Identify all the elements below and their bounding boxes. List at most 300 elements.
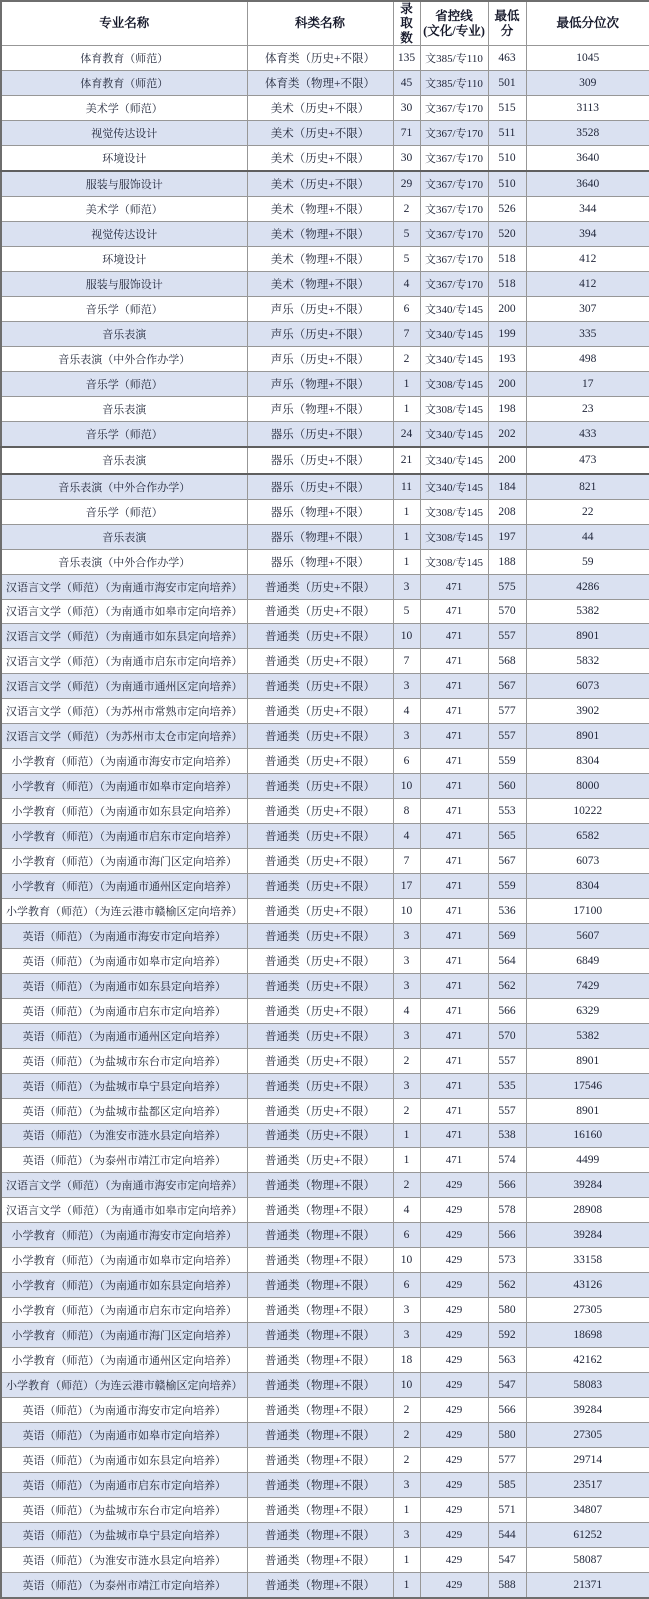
min-score-cell: 559: [488, 873, 526, 898]
min-rank-cell: 821: [526, 474, 649, 500]
header-control-line: [420, 1, 488, 46]
table-row: [1, 774, 649, 799]
admitted-count-cell: 3: [393, 923, 420, 948]
category-cell: 普通类（历史+不限）: [247, 599, 393, 624]
min-rank-cell: 6582: [526, 824, 649, 849]
table-row: [1, 873, 649, 898]
min-score-cell: 538: [488, 1123, 526, 1148]
min-score-cell: 571: [488, 1497, 526, 1522]
min-rank-cell: 498: [526, 347, 649, 372]
admitted-count-cell: 1: [393, 1572, 420, 1598]
min-score-cell: 574: [488, 1148, 526, 1173]
admitted-count-cell: 1: [393, 1148, 420, 1173]
table-row: [1, 1472, 649, 1497]
category-cell: 普通类（历史+不限）: [247, 1023, 393, 1048]
category-cell: 普通类（物理+不限）: [247, 1273, 393, 1298]
control-line-cell: 471: [420, 674, 488, 699]
category-cell: 美术（历史+不限）: [247, 120, 393, 145]
table-row: [1, 898, 649, 923]
major-cell: 小学教育（师范）（为南通市通州区定向培养）: [1, 1348, 247, 1373]
control-line-cell: 471: [420, 1148, 488, 1173]
min-score-cell: 526: [488, 197, 526, 222]
min-rank-cell: 5607: [526, 923, 649, 948]
major-cell: 英语（师范）（为淮安市涟水县定向培养）: [1, 1123, 247, 1148]
major-cell: 小学教育（师范）（为连云港市赣榆区定向培养）: [1, 898, 247, 923]
min-score-cell: 511: [488, 120, 526, 145]
min-score-cell: 184: [488, 474, 526, 500]
admitted-count-cell: 3: [393, 1298, 420, 1323]
major-cell: 英语（师范）（为南通市如东县定向培养）: [1, 1447, 247, 1472]
table-row: [1, 297, 649, 322]
min-score-cell: 577: [488, 699, 526, 724]
major-cell: 环境设计: [1, 247, 247, 272]
min-score-cell: 510: [488, 145, 526, 171]
major-cell: 音乐表演（中外合作办学）: [1, 474, 247, 500]
min-score-cell: 580: [488, 1422, 526, 1447]
admitted-count-cell: 3: [393, 1472, 420, 1497]
category-cell: 普通类（历史+不限）: [247, 774, 393, 799]
admitted-count-cell: 30: [393, 145, 420, 171]
control-line-cell: 文367/专170: [420, 222, 488, 247]
min-rank-cell: 23: [526, 396, 649, 421]
table-row: [1, 1148, 649, 1173]
min-score-cell: 578: [488, 1198, 526, 1223]
table-row: [1, 499, 649, 524]
control-line-cell: 471: [420, 724, 488, 749]
min-score-cell: 197: [488, 524, 526, 549]
major-cell: 英语（师范）（为南通市海安市定向培养）: [1, 923, 247, 948]
table-row: [1, 96, 649, 121]
min-rank-cell: 18698: [526, 1323, 649, 1348]
control-line-cell: 429: [420, 1223, 488, 1248]
category-cell: 普通类（历史+不限）: [247, 898, 393, 923]
category-cell: 普通类（历史+不限）: [247, 1048, 393, 1073]
min-score-cell: 570: [488, 599, 526, 624]
major-cell: 英语（师范）（为泰州市靖江市定向培养）: [1, 1148, 247, 1173]
category-cell: 体育类（物理+不限）: [247, 71, 393, 96]
table-row: [1, 824, 649, 849]
admitted-count-cell: 17: [393, 873, 420, 898]
admitted-count-cell: 5: [393, 247, 420, 272]
table-row: [1, 421, 649, 447]
major-cell: 英语（师范）（为南通市如东县定向培养）: [1, 973, 247, 998]
table-row: [1, 1497, 649, 1522]
min-rank-cell: 5382: [526, 599, 649, 624]
admitted-count-cell: 8: [393, 799, 420, 824]
category-cell: 普通类（物理+不限）: [247, 1398, 393, 1423]
category-cell: 声乐（历史+不限）: [247, 297, 393, 322]
category-cell: 普通类（物理+不限）: [247, 1447, 393, 1472]
admitted-count-cell: 4: [393, 1198, 420, 1223]
min-rank-cell: 8901: [526, 1048, 649, 1073]
admitted-count-cell: 7: [393, 649, 420, 674]
table-row: [1, 474, 649, 500]
category-cell: 普通类（历史+不限）: [247, 824, 393, 849]
category-cell: 普通类（历史+不限）: [247, 1148, 393, 1173]
table-row: [1, 1173, 649, 1198]
major-cell: 音乐表演: [1, 322, 247, 347]
table-row: [1, 799, 649, 824]
major-cell: 英语（师范）（为盐城市东台市定向培养）: [1, 1048, 247, 1073]
min-score-cell: 577: [488, 1447, 526, 1472]
table-row: [1, 171, 649, 197]
table-row: [1, 222, 649, 247]
admitted-count-cell: 6: [393, 1273, 420, 1298]
major-cell: 服装与服饰设计: [1, 171, 247, 197]
category-cell: 普通类（历史+不限）: [247, 699, 393, 724]
control-line-cell: 471: [420, 799, 488, 824]
min-score-cell: 515: [488, 96, 526, 121]
table-row: [1, 1073, 649, 1098]
control-line-cell: 文340/专145: [420, 474, 488, 500]
category-cell: 普通类（历史+不限）: [247, 799, 393, 824]
min-score-cell: 544: [488, 1522, 526, 1547]
control-line-cell: 471: [420, 1123, 488, 1148]
min-rank-cell: 44: [526, 524, 649, 549]
min-score-cell: 202: [488, 421, 526, 447]
category-cell: 体育类（历史+不限）: [247, 46, 393, 71]
min-rank-cell: 6073: [526, 849, 649, 874]
category-cell: 器乐（历史+不限）: [247, 474, 393, 500]
min-score-cell: 547: [488, 1373, 526, 1398]
control-line-cell: 文367/专170: [420, 197, 488, 222]
min-score-cell: 199: [488, 322, 526, 347]
category-cell: 美术（历史+不限）: [247, 96, 393, 121]
admitted-count-cell: 10: [393, 1373, 420, 1398]
min-score-cell: 566: [488, 1173, 526, 1198]
table-row: [1, 322, 649, 347]
category-cell: 美术（物理+不限）: [247, 222, 393, 247]
admitted-count-cell: 3: [393, 1323, 420, 1348]
admitted-count-cell: 11: [393, 474, 420, 500]
category-cell: 普通类（物理+不限）: [247, 1348, 393, 1373]
category-cell: 普通类（历史+不限）: [247, 1098, 393, 1123]
table-row: [1, 599, 649, 624]
min-score-cell: 510: [488, 171, 526, 197]
admitted-count-cell: 24: [393, 421, 420, 447]
min-score-cell: 198: [488, 396, 526, 421]
major-cell: 英语（师范）（为南通市启东市定向培养）: [1, 998, 247, 1023]
table-row: [1, 749, 649, 774]
admitted-count-cell: 6: [393, 1223, 420, 1248]
min-score-cell: 592: [488, 1323, 526, 1348]
major-cell: 美术学（师范）: [1, 197, 247, 222]
major-cell: 汉语言文学（师范）（为南通市海安市定向培养）: [1, 1173, 247, 1198]
control-line-cell: 471: [420, 649, 488, 674]
category-cell: 普通类（物理+不限）: [247, 1248, 393, 1273]
control-line-cell: 文308/专145: [420, 524, 488, 549]
min-score-cell: 518: [488, 247, 526, 272]
admitted-count-cell: 2: [393, 1098, 420, 1123]
category-cell: 器乐（物理+不限）: [247, 524, 393, 549]
major-cell: 小学教育（师范）（为连云港市赣榆区定向培养）: [1, 1373, 247, 1398]
header-control-line-line2: (文化/专业): [423, 23, 485, 38]
major-cell: 音乐表演: [1, 524, 247, 549]
min-score-cell: 560: [488, 774, 526, 799]
category-cell: 美术（物理+不限）: [247, 272, 393, 297]
min-rank-cell: 17546: [526, 1073, 649, 1098]
table-row: [1, 574, 649, 599]
major-cell: 汉语言文学（师范）（为南通市通州区定向培养）: [1, 674, 247, 699]
min-rank-cell: 8304: [526, 749, 649, 774]
min-rank-cell: 43126: [526, 1273, 649, 1298]
control-line-cell: 文340/专145: [420, 421, 488, 447]
min-rank-cell: 58083: [526, 1373, 649, 1398]
table-row: [1, 1298, 649, 1323]
major-cell: 音乐学（师范）: [1, 421, 247, 447]
admitted-count-cell: 135: [393, 46, 420, 71]
min-rank-cell: 61252: [526, 1522, 649, 1547]
control-line-cell: 429: [420, 1298, 488, 1323]
admitted-count-cell: 45: [393, 71, 420, 96]
min-score-cell: 501: [488, 71, 526, 96]
major-cell: 英语（师范）（为南通市如皋市定向培养）: [1, 1422, 247, 1447]
min-rank-cell: 473: [526, 447, 649, 473]
min-rank-cell: 307: [526, 297, 649, 322]
table-row: [1, 849, 649, 874]
min-score-cell: 562: [488, 973, 526, 998]
control-line-cell: 429: [420, 1323, 488, 1348]
category-cell: 普通类（物理+不限）: [247, 1173, 393, 1198]
control-line-cell: 471: [420, 923, 488, 948]
min-rank-cell: 23517: [526, 1472, 649, 1497]
min-rank-cell: 309: [526, 71, 649, 96]
control-line-cell: 文367/专170: [420, 272, 488, 297]
category-cell: 普通类（物理+不限）: [247, 1497, 393, 1522]
header-control-line-line1: 省控线: [435, 9, 473, 24]
table-row: [1, 120, 649, 145]
min-rank-cell: 6849: [526, 948, 649, 973]
min-rank-cell: 3113: [526, 96, 649, 121]
control-line-cell: 文340/专145: [420, 297, 488, 322]
category-cell: 普通类（物理+不限）: [247, 1547, 393, 1572]
control-line-cell: 429: [420, 1198, 488, 1223]
table-row: [1, 1422, 649, 1447]
control-line-cell: 文367/专170: [420, 96, 488, 121]
major-cell: 音乐学（师范）: [1, 499, 247, 524]
min-rank-cell: 39284: [526, 1173, 649, 1198]
min-rank-cell: 29714: [526, 1447, 649, 1472]
category-cell: 普通类（历史+不限）: [247, 674, 393, 699]
category-cell: 普通类（物理+不限）: [247, 1422, 393, 1447]
min-rank-cell: 17100: [526, 898, 649, 923]
major-cell: 音乐表演: [1, 396, 247, 421]
min-rank-cell: 6073: [526, 674, 649, 699]
table-row: [1, 1323, 649, 1348]
admitted-count-cell: 3: [393, 574, 420, 599]
category-cell: 器乐（历史+不限）: [247, 421, 393, 447]
control-line-cell: 429: [420, 1447, 488, 1472]
category-cell: 普通类（物理+不限）: [247, 1198, 393, 1223]
category-cell: 普通类（历史+不限）: [247, 1073, 393, 1098]
table-row: [1, 371, 649, 396]
control-line-cell: 429: [420, 1173, 488, 1198]
admitted-count-cell: 10: [393, 624, 420, 649]
admitted-count-cell: 18: [393, 1348, 420, 1373]
category-cell: 普通类（历史+不限）: [247, 923, 393, 948]
min-score-cell: 520: [488, 222, 526, 247]
min-rank-cell: 21371: [526, 1572, 649, 1598]
min-rank-cell: 335: [526, 322, 649, 347]
category-cell: 器乐（历史+不限）: [247, 447, 393, 473]
admitted-count-cell: 1: [393, 499, 420, 524]
min-score-cell: 557: [488, 724, 526, 749]
admitted-count-cell: 3: [393, 1023, 420, 1048]
control-line-cell: 文308/专145: [420, 549, 488, 574]
admitted-count-cell: 3: [393, 1522, 420, 1547]
control-line-cell: 文367/专170: [420, 171, 488, 197]
major-cell: 音乐表演（中外合作办学）: [1, 549, 247, 574]
category-cell: 声乐（物理+不限）: [247, 371, 393, 396]
min-rank-cell: 16160: [526, 1123, 649, 1148]
control-line-cell: 471: [420, 1098, 488, 1123]
header-admitted-count: 录取数: [393, 1, 420, 46]
admitted-count-cell: 10: [393, 1248, 420, 1273]
header-category: 科类名称: [247, 1, 393, 46]
min-rank-cell: 412: [526, 272, 649, 297]
min-rank-cell: 8901: [526, 624, 649, 649]
admitted-count-cell: 10: [393, 898, 420, 923]
min-score-cell: 557: [488, 624, 526, 649]
min-rank-cell: 3902: [526, 699, 649, 724]
table-row: [1, 649, 649, 674]
min-rank-cell: 394: [526, 222, 649, 247]
major-cell: 汉语言文学（师范）（为南通市海安市定向培养）: [1, 574, 247, 599]
control-line-cell: 471: [420, 624, 488, 649]
min-rank-cell: 3528: [526, 120, 649, 145]
admitted-count-cell: 71: [393, 120, 420, 145]
header-min-score: 最低分: [488, 1, 526, 46]
min-score-cell: 559: [488, 749, 526, 774]
category-cell: 美术（历史+不限）: [247, 171, 393, 197]
major-cell: 英语（师范）（为盐城市阜宁县定向培养）: [1, 1522, 247, 1547]
major-cell: 英语（师范）（为泰州市靖江市定向培养）: [1, 1572, 247, 1598]
min-score-cell: 580: [488, 1298, 526, 1323]
major-cell: 音乐表演（中外合作办学）: [1, 347, 247, 372]
category-cell: 美术（物理+不限）: [247, 247, 393, 272]
category-cell: 普通类（历史+不限）: [247, 724, 393, 749]
min-rank-cell: 39284: [526, 1223, 649, 1248]
min-score-cell: 536: [488, 898, 526, 923]
category-cell: 普通类（历史+不限）: [247, 849, 393, 874]
min-rank-cell: 34807: [526, 1497, 649, 1522]
major-cell: 音乐表演: [1, 447, 247, 473]
category-cell: 普通类（历史+不限）: [247, 973, 393, 998]
control-line-cell: 429: [420, 1398, 488, 1423]
table-row: [1, 948, 649, 973]
min-score-cell: 585: [488, 1472, 526, 1497]
admitted-count-cell: 2: [393, 1048, 420, 1073]
category-cell: 普通类（历史+不限）: [247, 998, 393, 1023]
table-row: [1, 1223, 649, 1248]
control-line-cell: 文308/专145: [420, 371, 488, 396]
category-cell: 美术（物理+不限）: [247, 197, 393, 222]
control-line-cell: 文308/专145: [420, 396, 488, 421]
category-cell: 普通类（物理+不限）: [247, 1522, 393, 1547]
admitted-count-cell: 3: [393, 1073, 420, 1098]
min-rank-cell: 8304: [526, 873, 649, 898]
min-score-cell: 188: [488, 549, 526, 574]
table-row: [1, 396, 649, 421]
table-row: [1, 1398, 649, 1423]
admitted-count-cell: 4: [393, 699, 420, 724]
admitted-count-cell: 1: [393, 1547, 420, 1572]
min-rank-cell: 33158: [526, 1248, 649, 1273]
category-cell: 普通类（物理+不限）: [247, 1572, 393, 1598]
min-rank-cell: 17: [526, 371, 649, 396]
control-line-cell: 471: [420, 873, 488, 898]
table-row: [1, 524, 649, 549]
control-line-cell: 471: [420, 1048, 488, 1073]
category-cell: 美术（历史+不限）: [247, 145, 393, 171]
major-cell: 视觉传达设计: [1, 120, 247, 145]
control-line-cell: 429: [420, 1547, 488, 1572]
control-line-cell: 文367/专170: [420, 120, 488, 145]
table-row: [1, 46, 649, 71]
min-score-cell: 193: [488, 347, 526, 372]
min-rank-cell: 58087: [526, 1547, 649, 1572]
table-row: [1, 71, 649, 96]
major-cell: 音乐学（师范）: [1, 297, 247, 322]
min-rank-cell: 4286: [526, 574, 649, 599]
control-line-cell: 471: [420, 998, 488, 1023]
major-cell: 英语（师范）（为南通市启东市定向培养）: [1, 1472, 247, 1497]
admitted-count-cell: 2: [393, 197, 420, 222]
min-score-cell: 566: [488, 998, 526, 1023]
min-score-cell: 567: [488, 674, 526, 699]
major-cell: 汉语言文学（师范）（为南通市如东县定向培养）: [1, 624, 247, 649]
major-cell: 小学教育（师范）（为南通市通州区定向培养）: [1, 873, 247, 898]
control-line-cell: 文367/专170: [420, 247, 488, 272]
min-rank-cell: 22: [526, 499, 649, 524]
min-score-cell: 566: [488, 1398, 526, 1423]
min-score-cell: 200: [488, 371, 526, 396]
table-row: [1, 674, 649, 699]
admitted-count-cell: 29: [393, 171, 420, 197]
table-row: [1, 1447, 649, 1472]
admitted-count-cell: 2: [393, 347, 420, 372]
min-score-cell: 518: [488, 272, 526, 297]
admitted-count-cell: 1: [393, 549, 420, 574]
major-cell: 英语（师范）（为盐城市阜宁县定向培养）: [1, 1073, 247, 1098]
min-score-cell: 588: [488, 1572, 526, 1598]
min-score-cell: 553: [488, 799, 526, 824]
major-cell: 体育教育（师范）: [1, 71, 247, 96]
category-cell: 声乐（物理+不限）: [247, 396, 393, 421]
major-cell: 音乐学（师范）: [1, 371, 247, 396]
major-cell: 体育教育（师范）: [1, 46, 247, 71]
table-row: [1, 1373, 649, 1398]
major-cell: 汉语言文学（师范）（为南通市启东市定向培养）: [1, 649, 247, 674]
control-line-cell: 429: [420, 1348, 488, 1373]
control-line-cell: 471: [420, 973, 488, 998]
min-rank-cell: 42162: [526, 1348, 649, 1373]
table-row: [1, 272, 649, 297]
table-row: [1, 1123, 649, 1148]
admitted-count-cell: 3: [393, 724, 420, 749]
table-row: [1, 1098, 649, 1123]
table-row: [1, 1048, 649, 1073]
category-cell: 普通类（物理+不限）: [247, 1373, 393, 1398]
min-score-cell: 200: [488, 447, 526, 473]
category-cell: 声乐（历史+不限）: [247, 347, 393, 372]
category-cell: 普通类（历史+不限）: [247, 948, 393, 973]
admitted-count-cell: 6: [393, 297, 420, 322]
admitted-count-cell: 2: [393, 1173, 420, 1198]
major-cell: 小学教育（师范）（为南通市海门区定向培养）: [1, 849, 247, 874]
major-cell: 英语（师范）（为盐城市东台市定向培养）: [1, 1497, 247, 1522]
control-line-cell: 471: [420, 824, 488, 849]
